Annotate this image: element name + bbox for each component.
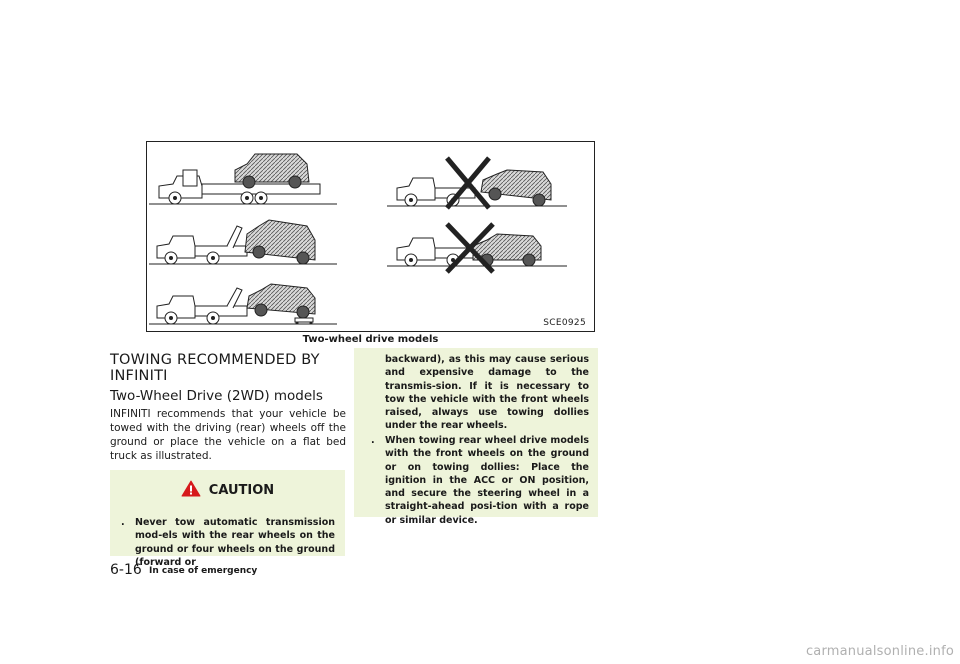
- figure-code: SCE0925: [543, 318, 586, 328]
- caution-bullet-2: [371, 434, 589, 527]
- warning-triangle-icon: [181, 480, 201, 497]
- caution-bullet-1-text: Never tow automatic transmission mod-els with the rear wheels on the ground or four wheels on the ground (forward or: [135, 517, 335, 568]
- wheel-lift-scene: [149, 220, 337, 264]
- figure-caption: Two-wheel drive models: [302, 334, 439, 345]
- caution-bullet-1: [121, 516, 335, 569]
- caution-bullet-1-continued: backward), as this may cause serious and expensive damage to the transmis-sion. If it is necessary to tow the vehicle with the front wheels raised, always use towing dollies under the rear wheels.: [385, 354, 589, 432]
- subsection-heading: Two-Wheel Drive (2WD) models: [110, 388, 323, 404]
- caution-box-left: [110, 470, 345, 568]
- bullet-marker: .: [371, 435, 375, 446]
- towing-illustration: [146, 141, 595, 332]
- section-name: In case of emergency: [149, 566, 258, 576]
- incorrect-tow-scene-1: [387, 158, 567, 208]
- incorrect-tow-scene-2: [387, 224, 567, 272]
- page-number: 6-16: [110, 562, 142, 578]
- flatbed-truck-scene: [149, 154, 337, 204]
- bullet-marker: .: [121, 517, 125, 528]
- towing-diagram: [147, 142, 596, 333]
- caution-box-right: [354, 348, 598, 526]
- caution-title: CAUTION: [208, 483, 275, 498]
- caution-heading: [110, 480, 345, 498]
- section-heading: TOWING RECOMMENDED BY INFINITI: [110, 352, 320, 384]
- body-paragraph: INFINITI recommends that your vehicle be towed with the driving (rear) wheels off the ground or place the vehicle on a flat bed truck as illustrated.: [110, 408, 346, 462]
- watermark-text: carmanualsonline.info: [805, 644, 954, 659]
- caution-bullet-2-text: When towing rear wheel drive models with the front wheels on the ground or on towing dollies: Place the ignition in the ACC or ON position, and secure the steering wheel in a straight-ahead posi-tion with a rope or similar device.: [385, 435, 589, 526]
- dolly-tow-scene: [149, 284, 337, 325]
